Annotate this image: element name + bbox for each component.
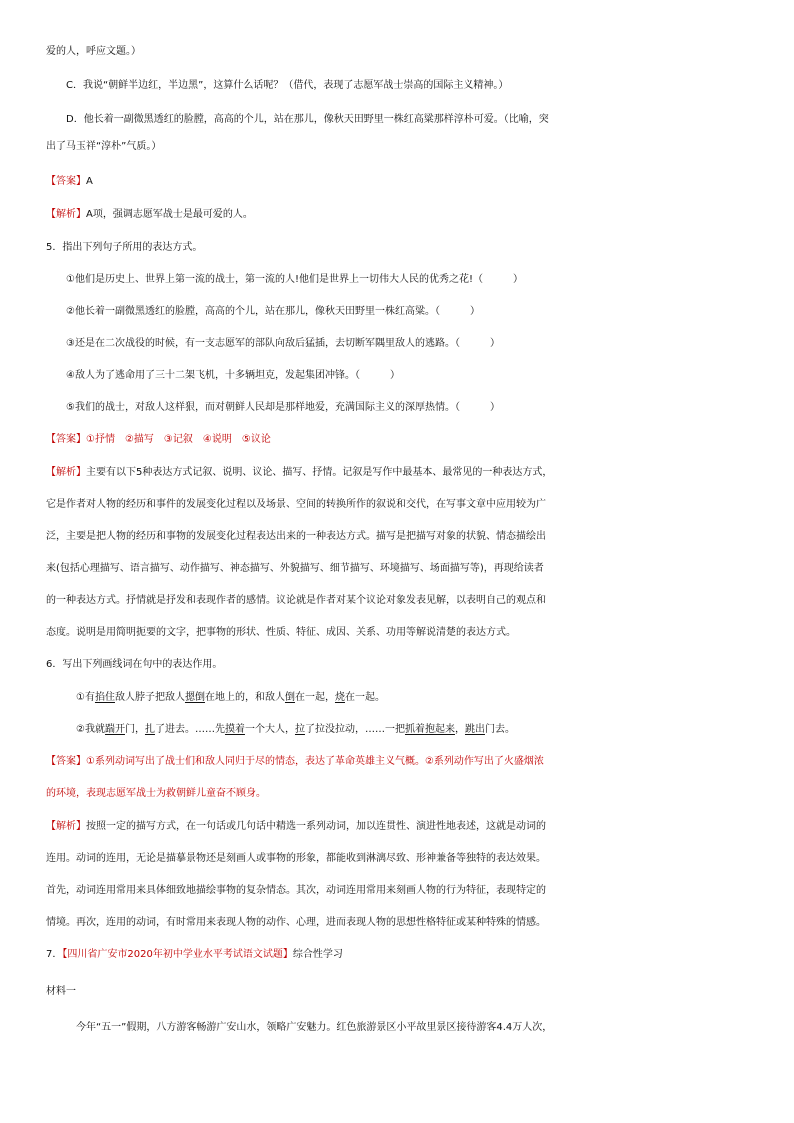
q5-analysis-line5: 的一种表达方式。抒情就是抒发和表现作者的感情。议论就是作者对某个议论对象发表见解，以表明自己的观点和 xyxy=(46,595,546,606)
q5-analysis-line3: 泛，主要是把人物的经历和事物的发展变化过程表达出来的一种表达方式。描写是把描写对象的状貌、情态描绘出 xyxy=(46,531,546,542)
q5-stem: 5．指出下列句子所用的表达方式。 xyxy=(46,242,203,253)
q6-sentence-1 xyxy=(0,688,794,708)
analysis-tag: 【解析】 xyxy=(46,821,86,832)
q5-analysis-line1 xyxy=(0,463,794,483)
text-run: 敌人脖子把敌人 xyxy=(114,692,185,703)
text-run: 在一起， xyxy=(294,692,335,703)
material-heading: 材料一 xyxy=(46,986,76,997)
answer-tag: 【答案】 xyxy=(46,756,86,767)
answer-tag: 【答案】 xyxy=(46,434,86,445)
text-run: 门， xyxy=(124,724,145,735)
analysis-tag: 【解析】 xyxy=(46,467,86,478)
q4-answer xyxy=(0,172,794,192)
q5-item-1: ①他们是历史上、世界上第一流的战士，第一流的人!他们是世界上一切伟大人民的优秀之花!（ ） xyxy=(66,274,523,285)
text-run: 门去。 xyxy=(484,724,515,735)
underlined-verb: 踹开 xyxy=(104,724,125,735)
q6-analysis-line3: 首先，动词连用常用来具体细致地描绘事物的复杂情态。其次，动词连用常用来刻画人物的行为特征，表现特定的 xyxy=(46,885,546,896)
q5-item-3: ③还是在二次战役的时候，有一支志愿军的部队向敌后猛插，去切断军隅里敌人的逃路。（ ） xyxy=(66,338,500,349)
q5-item-2: ②他长着一副微黑透红的脸膛，高高的个儿，站在那儿，像秋天田野里一株红高粱。（ ） xyxy=(66,306,480,317)
option-c: C．我说“朝鲜半边红，半边黑”，这算什么话呢？（借代，表现了志愿军战士崇高的国际主义精神。） xyxy=(66,80,509,91)
analysis-text: 按照一定的描写方式，在一句话或几句话中精选一系列动词，加以连贯性、演进性地表述，这就是动词的 xyxy=(86,821,546,832)
underlined-verb: 倒 xyxy=(284,692,295,703)
answer-text: A xyxy=(86,176,93,187)
text-run: ②我就 xyxy=(76,724,105,735)
q5-item-4: ④敌人为了逃命用了三十二架飞机，十多辆坦克，发起集团冲锋。（ ） xyxy=(66,370,400,381)
analysis-text: 主要有以下5种表达方式记叙、说明、议论、描写、抒情。记叙是写作中最基本、最常见的一种表达方式， xyxy=(86,467,553,478)
underlined-verb: 跳出 xyxy=(464,724,485,735)
q6-analysis-line2: 连用。动词的连用，无论是描摹景物还是刻画人或事物的形象，都能收到淋漓尽致、形神兼备等独特的表达效果。 xyxy=(46,853,546,864)
answer-tag: 【答案】 xyxy=(46,176,86,187)
underlined-verb: 烧 xyxy=(334,692,345,703)
q6-sentence-2 xyxy=(0,720,794,740)
text-run: ①有 xyxy=(76,692,95,703)
analysis-text: A项，强调志愿军战士是最可爱的人。 xyxy=(86,209,253,220)
underlined-verb: 拉 xyxy=(294,724,305,735)
text-run: 在一起。 xyxy=(344,692,385,703)
text-run: 了进去。……先 xyxy=(154,724,225,735)
underlined-verb: 扎 xyxy=(144,724,155,735)
text-run: 了拉没拉动，……一把 xyxy=(304,724,405,735)
text-run: 一个大人， xyxy=(244,724,295,735)
text-run: ， xyxy=(454,724,465,735)
option-d-line2: 出了马玉祥“淳朴”气质。） xyxy=(46,141,162,152)
underlined-verb: 摸着 xyxy=(224,724,245,735)
analysis-tag: 【解析】 xyxy=(46,209,86,220)
continuation-line: 爱的人，呼应文题。） xyxy=(46,46,141,57)
text-run: 在地上的，和敌人 xyxy=(204,692,285,703)
answer-text: ①系列动词写出了战士们和敌人同归于尽的情态，表达了革命英雄主义气概。②系列动作写出了火盛烟浓 xyxy=(86,756,544,767)
q6-answer-line1 xyxy=(0,752,794,772)
underlined-verb: 摁倒 xyxy=(184,692,205,703)
q6-answer-line2: 的环境，表现志愿军战士为救朝鲜儿童奋不顾身。 xyxy=(46,788,266,799)
question-type: 综合性学习 xyxy=(292,949,343,960)
underlined-verb: 抓着 xyxy=(404,724,425,735)
source-tag: 【四川省广安市2020年初中学业水平考试语文试题】 xyxy=(62,949,293,960)
underlined-verb: 掐住 xyxy=(94,692,115,703)
q5-analysis-line6: 态度。说明是用简明扼要的文字，把事物的形状、性质、特征、成因、关系、功用等解说清楚的表达方式。 xyxy=(46,627,516,638)
question-number: 7． xyxy=(46,949,63,960)
q5-item-5: ⑤我们的战士，对敌人这样狠，而对朝鲜人民却是那样地爱，充满国际主义的深厚热情。（ ） xyxy=(66,402,500,413)
q5-analysis-line4: 来(包括心理描写、语言描写、动作描写、神态描写、外貌描写、细节描写、环境描写、场面描写等)，再现给读者 xyxy=(46,563,544,574)
q5-analysis-line2: 它是作者对人物的经历和事件的发展变化过程以及场景、空间的转换所作的叙说和交代，在写事文章中应用较为广 xyxy=(46,499,546,510)
answer-text: ①抒情 ②描写 ③记叙 ④说明 ⑤议论 xyxy=(86,434,271,445)
option-d-line1: D．他长着一副微黑透红的脸膛，高高的个儿，站在那儿，像秋天田野里一株红高粱那样淳朴可爱。（比喻，突 xyxy=(66,114,549,125)
material-paragraph: 今年“五一”假期，八方游客畅游广安山水，领略广安魅力。红色旅游景区小平故里景区接待游客4.4万人次， xyxy=(76,1022,553,1033)
q5-answer xyxy=(0,430,794,450)
q6-analysis-line1 xyxy=(0,817,794,837)
q7-stem xyxy=(0,945,794,965)
underlined-verb: 抱起来 xyxy=(424,724,455,735)
q6-analysis-line4: 情境。再次，连用的动词，有时常用来表现人物的动作、心理，进而表现人物的思想性格特征或某种特殊的情感。 xyxy=(46,917,546,928)
q6-stem: 6．写出下列画线词在句中的表达作用。 xyxy=(46,659,223,670)
q4-analysis xyxy=(0,205,794,225)
